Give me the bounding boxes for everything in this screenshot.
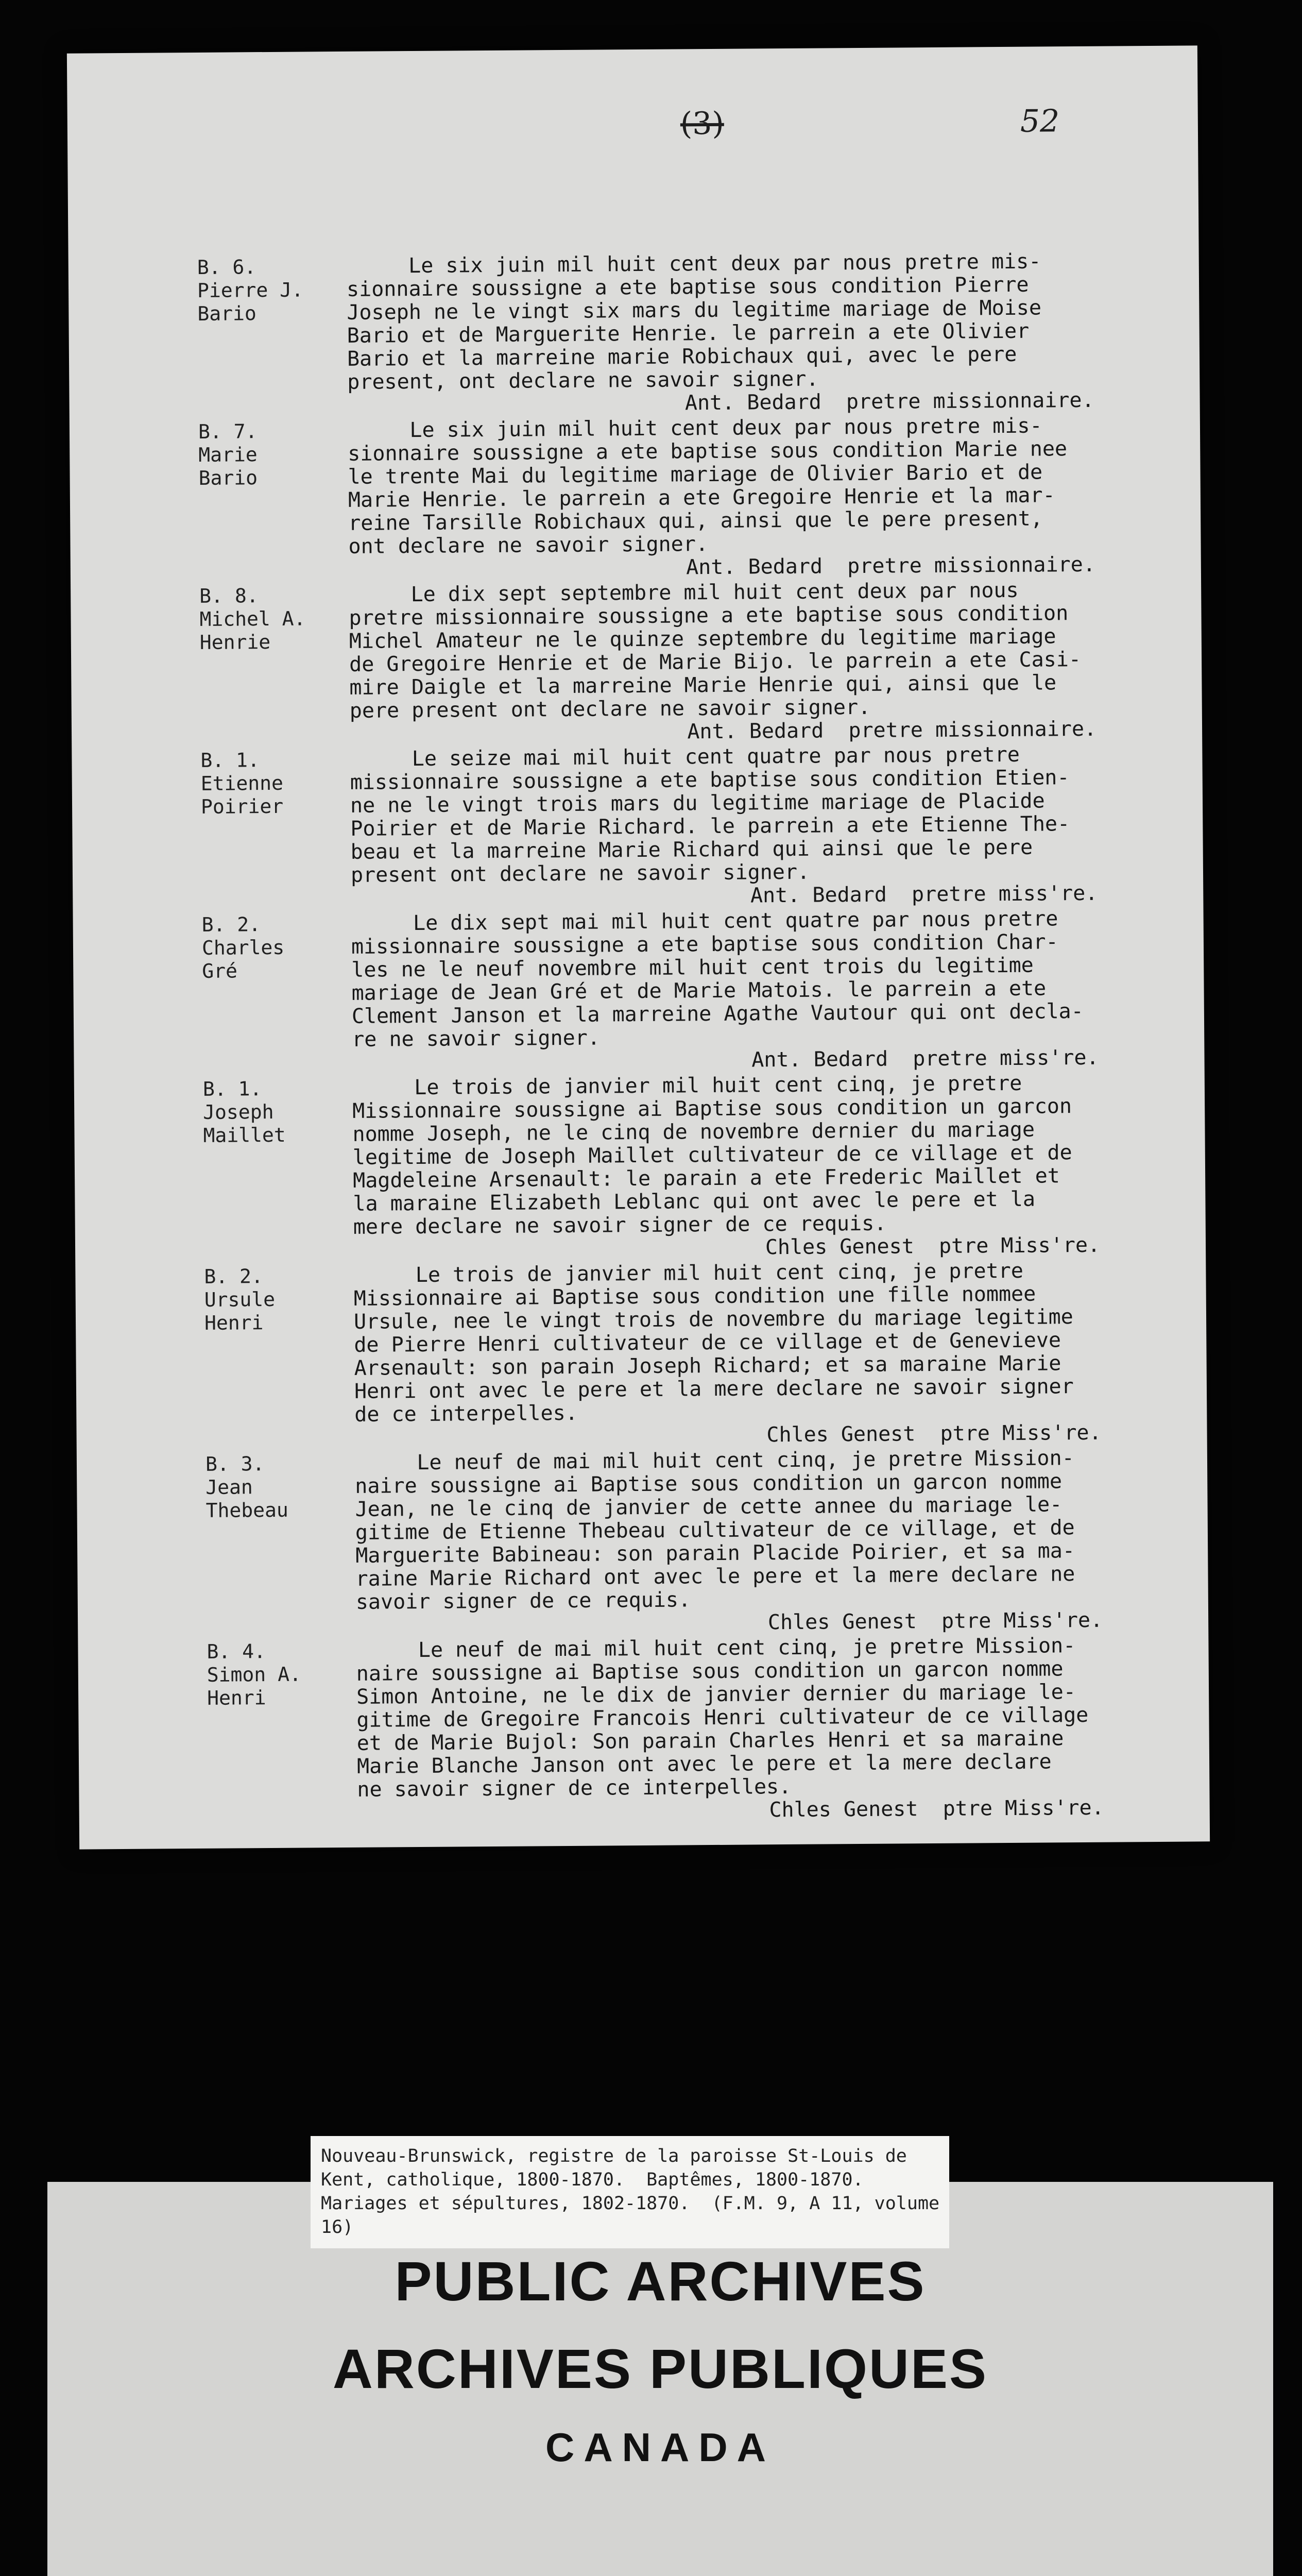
entry-text-line: le trente Mai du legitime mariage de Olivier Bario et de: [348, 460, 1043, 489]
entry-body: [347, 249, 1172, 394]
entry-text-line: Henri ont avec le pere et la mere declare ne savoir signer: [354, 1375, 1074, 1403]
entry-text-line: Arsenault: son parain Joseph Richard; et sa maraine Marie: [354, 1351, 1061, 1380]
crossed-page-number: (3): [680, 105, 725, 142]
entry-text-line: nomme Joseph, ne le cinq de novembre dernier du mariage: [352, 1117, 1035, 1146]
entry-text-line: Marie Blanche Janson ont avec le pere et la mere declare: [356, 1750, 1052, 1778]
entry-label: B. 1. Etienne Poirier: [200, 749, 284, 818]
entry-text-line: et de Marie Bujol: Son parain Charles Henri et sa maraine: [356, 1726, 1064, 1755]
entry-text-line: sionnaire soussigne a ete baptise sous condition Marie nee: [348, 437, 1068, 466]
entry-text-line: pretre missionnaire soussigne a ete baptise sous condition: [349, 601, 1069, 630]
entry-label: B. 4. Simon A. Henri: [207, 1640, 302, 1709]
entry-text-line: de ce interpelles.: [354, 1401, 578, 1427]
entry-text-line: missionnaire soussigne a ete baptise sous condition Char-: [351, 930, 1058, 959]
entry-text-line: pere present ont declare ne savoir signer.: [349, 695, 871, 723]
notice-line: Kent, catholique, 1800-1870. Baptêmes, 1800-1870.: [321, 2170, 864, 2190]
entry-text-line: mariage de Jean Gré et de Marie Matois. le parrein a ete: [351, 976, 1047, 1005]
entry-label: B. 2. Charles Gré: [201, 913, 285, 982]
stamp-line-canada: CANADA: [545, 2425, 775, 2470]
entry-signature: Ant. Bedard pretre missionnaire.: [686, 552, 1095, 580]
entry-body: [352, 1071, 1177, 1239]
entry-text-line: la maraine Elizabeth Leblanc qui ont avec le pere et la: [353, 1187, 1036, 1216]
entry-text-line: Marie Henrie. le parrein a ete Gregoire Henrie et la mar-: [348, 483, 1055, 512]
entry-label: B. 8. Michel A. Henrie: [199, 584, 306, 654]
entry-text-line: Simon Antoine, ne le dix de janvier dernier du mariage le-: [356, 1680, 1076, 1709]
entry-text-line: Ursule, nee le vingt trois de novembre du mariage legitime: [353, 1305, 1073, 1334]
entry-label: B. 1. Joseph Maillet: [202, 1077, 286, 1147]
entry-text-line: Michel Amateur ne le quinze septembre du legitime mariage: [349, 624, 1056, 653]
entry-text-line: naire soussigne ai Baptise sous condition un garcon nomme: [356, 1657, 1064, 1686]
entry-text-line: Bario et de Marguerite Henrie. le parrein a ete Olivier: [347, 319, 1030, 348]
entry-text-line: missionnaire soussigne a ete baptise sous condition Etien-: [350, 766, 1070, 794]
entry-signature: Chles Genest ptre Miss're.: [765, 1233, 1101, 1260]
entry-text-line: ont declare ne savoir signer.: [348, 532, 709, 558]
entry-text-line: Missionnaire soussigne ai Baptise sous condition un garcon: [352, 1094, 1072, 1123]
baptism-entry: [199, 578, 1174, 747]
entry-signature: Chles Genest ptre Miss're.: [766, 1420, 1102, 1447]
entry-text-line: sionnaire soussigne a ete baptise sous condition Pierre: [346, 273, 1029, 301]
entry-text-line: Magdeleine Arsenault: le parain a ete Frederic Maillet et: [352, 1164, 1060, 1193]
entry-text-line: present ont declare ne savoir signer.: [350, 860, 810, 887]
entry-text-line: ne ne le vingt trois mars du legitime mariage de Placide: [350, 789, 1045, 818]
entry-body: [350, 742, 1175, 887]
entry-text-line: mire Daigle et la marreine Marie Henrie qui, ainsi que le: [349, 671, 1057, 700]
entry-text-line: de Pierre Henri cultivateur de ce village et de Genevieve: [354, 1328, 1061, 1357]
entry-text-line: Le neuf de mai mil huit cent cinq, je pretre Mission-: [354, 1446, 1074, 1475]
entry-body: [356, 1634, 1181, 1802]
stamp-line-public-archives: PUBLIC ARCHIVES: [395, 2250, 926, 2312]
baptism-entry: [198, 414, 1173, 583]
entry-text-line: gitime de Etienne Thebeau cultivateur de ce village, et de: [355, 1516, 1075, 1545]
entry-text-line: Marguerite Babineau: son parain Placide Poirier, et sa ma-: [355, 1539, 1075, 1568]
entry-signature: Ant. Bedard pretre missionnaire.: [687, 717, 1097, 744]
entry-label: B. 2. Ursule Henri: [204, 1265, 276, 1334]
entry-text-line: Le seize mai mil huit cent quatre par nous pretre: [350, 742, 1020, 771]
baptism-entry: [203, 1071, 1177, 1263]
entry-text-line: savoir signer de ce requis.: [355, 1588, 691, 1614]
entry-text-line: Missionnaire ai Baptise sous condition une fille nommee: [353, 1282, 1036, 1311]
entry-text-line: Le dix sept mai mil huit cent quatre par nous pretre: [351, 907, 1058, 936]
source-notice: [311, 2136, 949, 2248]
stamp-line-archives-publiques: ARCHIVES PUBLIQUES: [332, 2337, 988, 2400]
entry-signature: Ant. Bedard pretre miss're.: [750, 881, 1098, 908]
entry-text-line: ne savoir signer de ce interpelles.: [357, 1774, 792, 1802]
baptism-entry: [202, 907, 1176, 1076]
entry-text-line: Le neuf de mai mil huit cent cinq, je pretre Mission-: [356, 1634, 1076, 1663]
baptism-entry: [197, 249, 1172, 418]
entry-signature: Chles Genest ptre Miss're.: [767, 1608, 1103, 1635]
register-page: [67, 45, 1210, 1849]
entry-text-line: raine Marie Richard ont avec le pere et la mere declare ne: [355, 1562, 1075, 1591]
entry-signature: Ant. Bedard pretre miss're.: [751, 1045, 1099, 1072]
entry-label: B. 7. Marie Bario: [198, 420, 258, 489]
entry-text-line: Clement Janson et la marreine Agathe Vautour qui ont decla-: [351, 999, 1084, 1028]
page-number: 52: [1020, 103, 1060, 140]
entry-signature: Chles Genest ptre Miss're.: [769, 1795, 1104, 1822]
baptism-entries: [197, 249, 1181, 1828]
notice-line: Nouveau-Brunswick, registre de la paroisse St-Louis de: [321, 2146, 907, 2166]
entry-text-line: mere declare ne savoir signer de ce requis.: [353, 1211, 887, 1239]
entry-label: B. 3. Jean Thebeau: [205, 1452, 288, 1522]
entry-text-line: legitime de Joseph Maillet cultivateur de ce village et de: [352, 1141, 1072, 1170]
entry-body: [353, 1259, 1178, 1427]
entry-text-line: Bario et la marreine marie Robichaux qui, avec le pere: [347, 342, 1017, 371]
entry-text-line: present, ont declare ne savoir signer.: [347, 367, 819, 394]
entry-text-line: Poirier et de Marie Richard. le parrein a ete Etienne The-: [350, 812, 1070, 841]
entry-text-line: Le six juin mil huit cent deux par nous pretre mis-: [346, 249, 1041, 278]
entry-text-line: Le trois de janvier mil huit cent cinq, je pretre: [353, 1259, 1023, 1287]
entry-text-line: Le trois de janvier mil huit cent cinq, je pretre: [352, 1071, 1022, 1100]
baptism-entry: [205, 1446, 1180, 1638]
entry-body: [351, 907, 1176, 1052]
baptism-entry: [207, 1634, 1181, 1826]
entry-text-line: Jean, ne le cinq de janvier de cette annee du mariage le-: [355, 1493, 1063, 1521]
entry-body: [348, 414, 1173, 558]
entry-text-line: re ne savoir signer.: [352, 1026, 601, 1052]
entry-text-line: Le six juin mil huit cent deux par nous pretre mis-: [347, 414, 1042, 443]
entry-text-line: les ne le neuf novembre mil huit cent trois du legitime: [351, 953, 1034, 982]
entry-body: [349, 578, 1174, 723]
entry-text-line: beau et la marreine Marie Richard qui ainsi que le pere: [350, 835, 1033, 864]
entry-text-line: de Gregoire Henrie et de Marie Bijo. le parrein a ete Casi-: [349, 647, 1082, 676]
entry-text-line: Le dix sept septembre mil huit cent deux par nous: [349, 578, 1019, 607]
baptism-entry: [204, 1259, 1178, 1451]
notice-line: 16): [321, 2217, 354, 2238]
entry-label: B. 6. Pierre J. Bario: [197, 256, 304, 325]
entry-text-line: Joseph ne le vingt six mars du legitime mariage de Moise: [347, 296, 1042, 325]
entry-signature: Ant. Bedard pretre missionnaire.: [684, 388, 1094, 415]
entry-text-line: gitime de Gregoire Francois Henri cultivateur de ce village: [356, 1703, 1089, 1732]
baptism-entry: [200, 742, 1175, 911]
notice-line: Mariages et sépultures, 1802-1870. (F.M. 9, A 11, volume: [321, 2193, 940, 2214]
entry-text-line: naire soussigne ai Baptise sous condition un garcon nomme: [355, 1469, 1063, 1498]
entry-text-line: reine Tarsille Robichaux qui, ainsi que le pere present,: [348, 506, 1043, 535]
entry-body: [355, 1446, 1180, 1614]
